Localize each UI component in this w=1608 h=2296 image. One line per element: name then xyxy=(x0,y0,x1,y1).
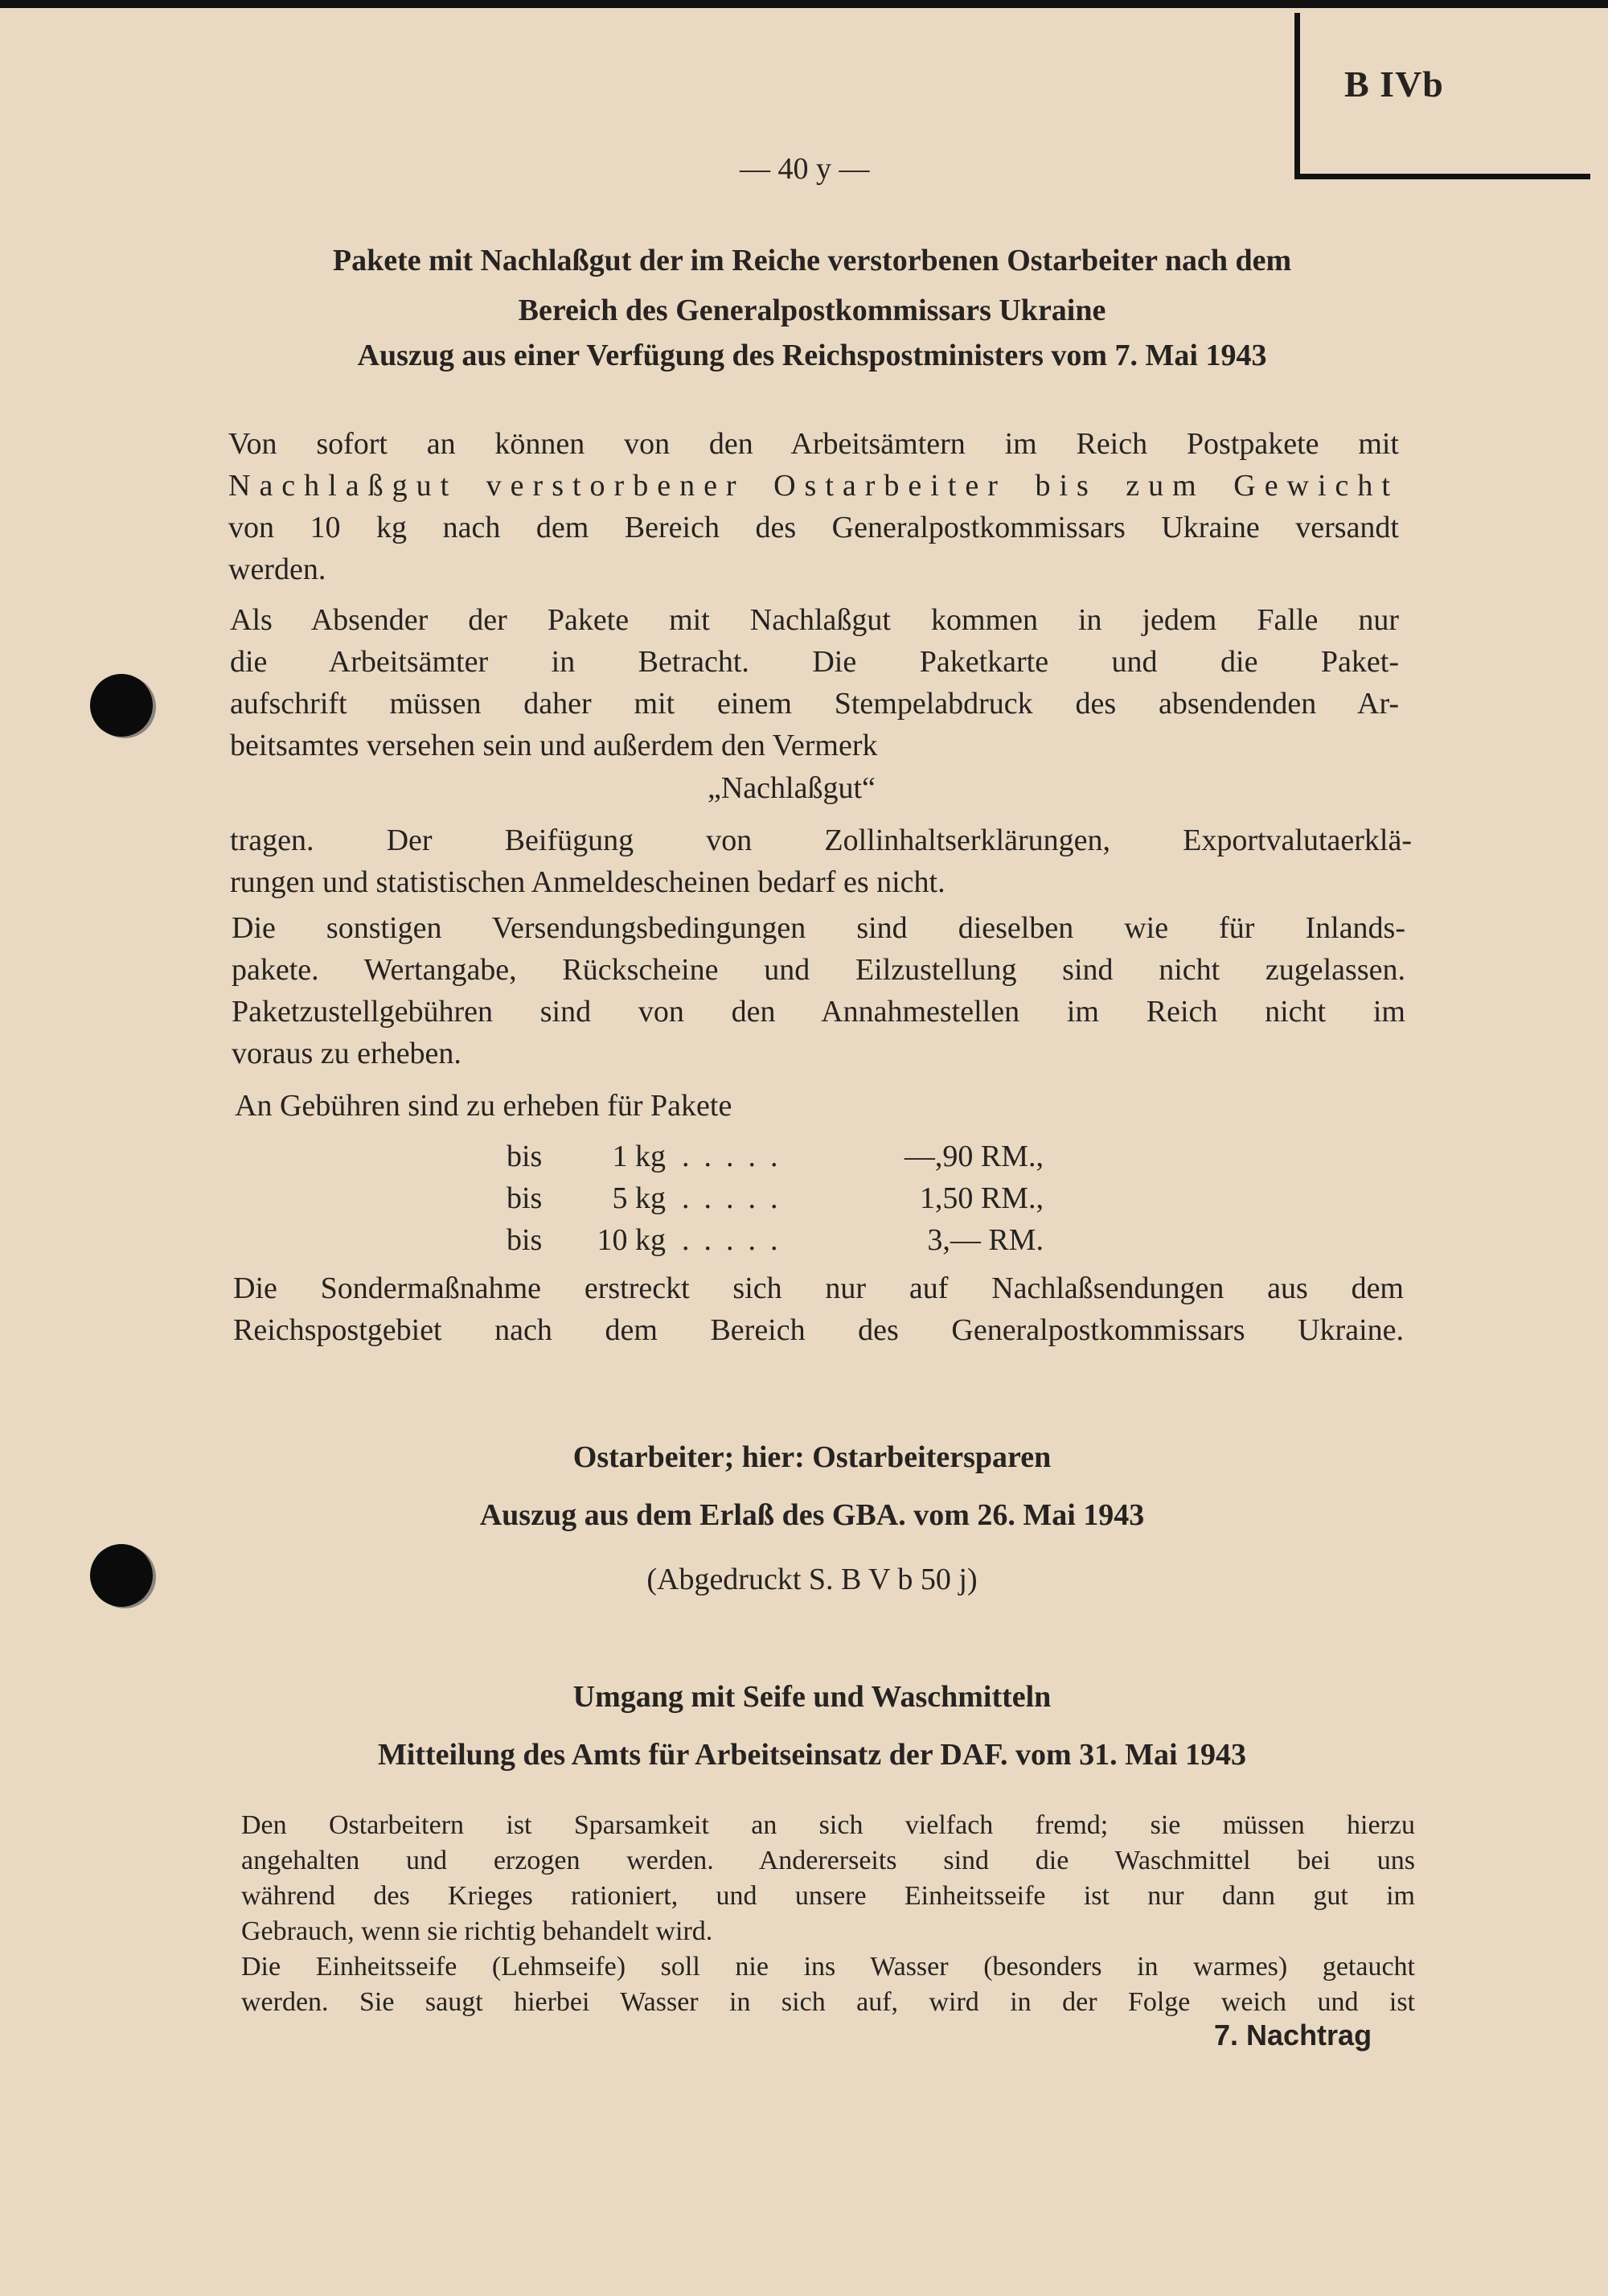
fee-weight: 10 kg xyxy=(597,1223,666,1257)
supplement-label: 7. Nachtrag xyxy=(1214,2019,1372,2052)
fee-prefix: bis xyxy=(507,1223,543,1257)
fee-row xyxy=(507,1136,1044,1177)
stamp-note: „Nachlaßgut“ xyxy=(708,771,876,805)
fee-prefix: bis xyxy=(507,1140,543,1173)
paragraph-line: Die Einheitsseife (Lehmseife) soll nie ins Wasser (besonders in warmes) getaucht xyxy=(241,1952,1415,1982)
paragraph-line: Paketzustellgebühren sind von den Annahmestellen im Reich nicht im xyxy=(232,995,1405,1029)
section-code: B IVb xyxy=(1344,64,1444,105)
section3-subtitle: Mitteilung des Amts für Arbeitseinsatz der DAF. vom 31. Mai 1943 xyxy=(377,1738,1247,1772)
fee-amount: 1,50 RM., xyxy=(919,1181,1044,1215)
page-number: — 40 y — xyxy=(740,152,870,186)
section1-paragraph-1 xyxy=(228,423,1399,590)
section1-paragraph-3 xyxy=(230,819,1412,903)
paragraph-line: Gebrauch, wenn sie richtig behandelt wird. xyxy=(241,1916,713,1946)
fee-amount: 3,— RM. xyxy=(927,1223,1044,1257)
fee-prefix: bis xyxy=(507,1181,543,1215)
punch-hole-upper xyxy=(90,674,153,737)
paragraph-line: werden. xyxy=(228,552,326,586)
fee-leader-dots: ..... xyxy=(682,1181,793,1215)
paragraph-line: tragen. Der Beifügung von Zollinhaltserklärungen, Exportvalutaerklä- xyxy=(230,824,1412,857)
section1-paragraph-4 xyxy=(232,907,1405,1074)
paragraph-line: Von sofort an können von den Arbeitsämtern im Reich Postpakete mit xyxy=(228,427,1399,461)
fee-weight: 1 kg xyxy=(612,1140,666,1173)
paragraph-line: Die sonstigen Versendungsbedingungen sind dieselben wie für Inlands- xyxy=(232,911,1405,945)
section2-reference-note: (Abgedruckt S. B V b 50 j) xyxy=(646,1563,978,1596)
fee-amount: —,90 RM., xyxy=(904,1140,1044,1173)
paragraph-line: pakete. Wertangabe, Rückscheine und Eilzustellung sind nicht zugelassen. xyxy=(232,953,1405,987)
fee-table xyxy=(507,1136,1044,1261)
section1-paragraph-6 xyxy=(233,1267,1404,1351)
fee-leader-dots: ..... xyxy=(682,1223,793,1257)
paragraph-line: von 10 kg nach dem Bereich des Generalpostkommissars Ukraine versandt xyxy=(228,511,1399,544)
paragraph-line: Die Sondermaßnahme erstreckt sich nur auf Nachlaßsendungen aus dem xyxy=(233,1271,1404,1305)
section1-paragraph-2 xyxy=(230,599,1399,766)
section-box-left-rule xyxy=(1294,13,1300,174)
section1-title-line1: Pakete mit Nachlaßgut der im Reiche verstorbenen Ostarbeiter nach dem xyxy=(332,244,1292,277)
fee-row xyxy=(507,1219,1044,1261)
paragraph-line: werden. Sie saugt hierbei Wasser in sich auf, wird in der Folge weich und ist xyxy=(241,1987,1415,2017)
section1-title xyxy=(217,236,1407,335)
paragraph-line: die Arbeitsämter in Betracht. Die Paketkarte und die Paket- xyxy=(230,645,1399,679)
section1-title-line2: Bereich des Generalpostkommissars Ukraine xyxy=(518,294,1106,327)
punch-hole-lower xyxy=(90,1544,153,1607)
section1-subtitle: Auszug aus einer Verfügung des Reichspostministers vom 7. Mai 1943 xyxy=(357,339,1267,372)
section3-paragraph xyxy=(241,1808,1415,2020)
paragraph-line: Reichspostgebiet nach dem Bereich des Generalpostkommissars Ukraine. xyxy=(233,1313,1404,1347)
paragraph-line: voraus zu erheben. xyxy=(232,1037,461,1070)
fee-leader-dots: ..... xyxy=(682,1140,793,1173)
paragraph-line: rungen und statistischen Anmeldescheinen bedarf es nicht. xyxy=(230,865,946,899)
paragraph-line: aufschrift müssen daher mit einem Stempelabdruck des absendenden Ar- xyxy=(230,687,1399,721)
paragraph-line: während des Krieges rationiert, und unsere Einheitsseife ist nur dann gut im xyxy=(241,1881,1415,1911)
top-border xyxy=(0,0,1608,8)
section-box-bottom-rule xyxy=(1294,174,1590,179)
fee-weight: 5 kg xyxy=(612,1181,666,1215)
fee-row xyxy=(507,1177,1044,1219)
section2-title: Ostarbeiter; hier: Ostarbeitersparen xyxy=(572,1440,1052,1474)
fees-intro: An Gebühren sind zu erheben für Pakete xyxy=(235,1089,732,1123)
paragraph-line: Nachlaßgut verstorbener Ostarbeiter bis zum Gewicht xyxy=(228,469,1399,503)
paragraph-line: beitsamtes versehen sein und außerdem den Vermerk xyxy=(230,729,878,762)
section3-title: Umgang mit Seife und Waschmitteln xyxy=(572,1680,1052,1714)
paragraph-line: Den Ostarbeitern ist Sparsamkeit an sich vielfach fremd; sie müssen hierzu xyxy=(241,1810,1415,1840)
paragraph-line: Als Absender der Pakete mit Nachlaßgut kommen in jedem Falle nur xyxy=(230,603,1399,637)
paragraph-line: angehalten und erzogen werden. Andererseits sind die Waschmittel bei uns xyxy=(241,1846,1415,1875)
section2-subtitle: Auszug aus dem Erlaß des GBA. vom 26. Mai 1943 xyxy=(479,1498,1145,1532)
